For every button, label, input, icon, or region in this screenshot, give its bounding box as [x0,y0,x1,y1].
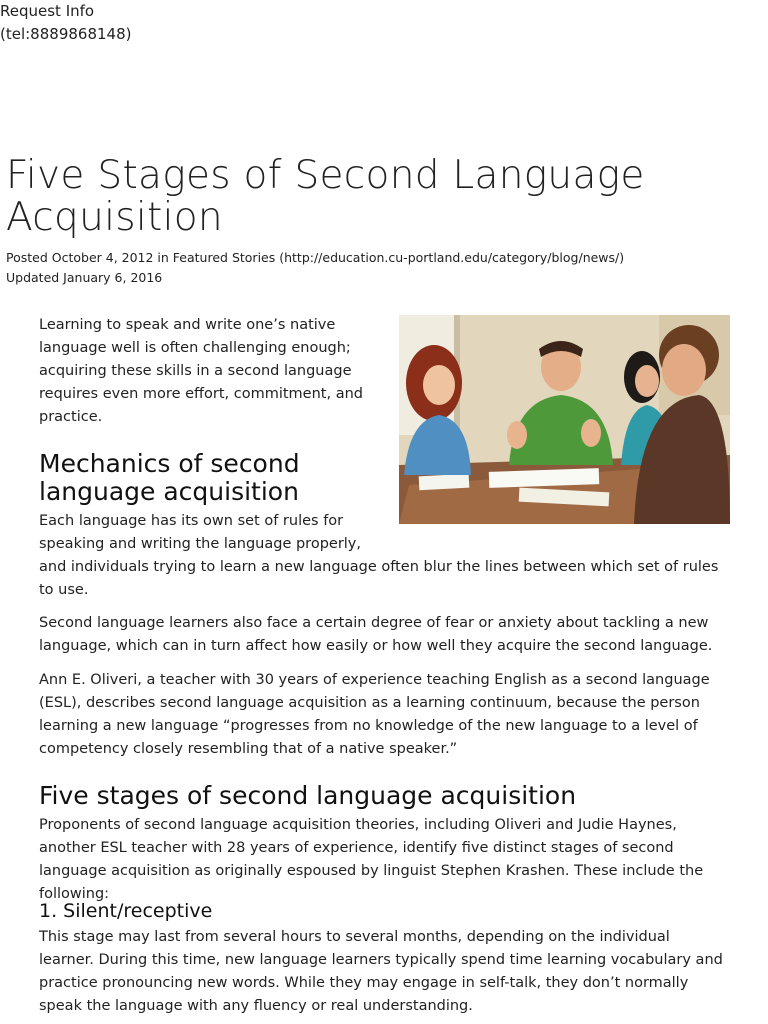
mechanics-heading: Mechanics of second language acquisition [39,449,300,506]
five-stages-heading: Five stages of second language acquisition [39,781,577,810]
mechanics-paragraph-1a: Each language has its own set of rules for speaking and writing the language properly, [39,513,361,552]
article-body [39,314,731,429]
mechanics-paragraph-3: Ann E. Oliveri, a teacher with 30 years of experience teaching English as a second language (ESL), describes second language acquisition as a learning continuum, because the person learning a new language “progresses from no knowledge of the new language to a level of competency closely resembling that of a native speaker.” [39,672,710,757]
posted-meta: Posted October 4, 2012 in Featured Stories (http://education.cu-portland.edu/category/blog/news/) [6,250,625,265]
request-info-link[interactable]: Request Info [0,2,95,20]
intro-paragraph: Learning to speak and write one’s native language well is often challenging enough; acquiring these skills in a second language requires even more effort, commitment, and practice. [39,317,363,425]
page-title: Five Stages of Second Language Acquisition [6,153,645,240]
updated-meta: Updated January 6, 2016 [6,270,163,285]
silent-receptive-heading: 1. Silent/receptive [39,900,213,922]
five-stages-paragraph: Proponents of second language acquisition theories, including Oliveri and Judie Haynes, another ESL teacher with 28 years of experience, identify five distinct stages of second language acquisition as originally espoused by linguist Stephen Krashen. These include the following: [39,817,704,902]
mechanics-paragraph-2: Second language learners also face a certain degree of fear or anxiety about tackling a new language, which can in turn affect how easily or how well they acquire the second language. [39,615,713,654]
phone-link[interactable]: (tel:8889868148) [0,25,132,43]
mechanics-paragraph-1b: and individuals trying to learn a new language often blur the lines between which set of rules to use. [39,559,719,598]
silent-receptive-paragraph: This stage may last from several hours to several months, depending on the individual learner. During this time, new language learners typically spend time learning vocabulary and practice pronouncing new words. While they may engage in self-talk, they don’t normally speak the language with any fluency or real understanding. [39,929,723,1014]
